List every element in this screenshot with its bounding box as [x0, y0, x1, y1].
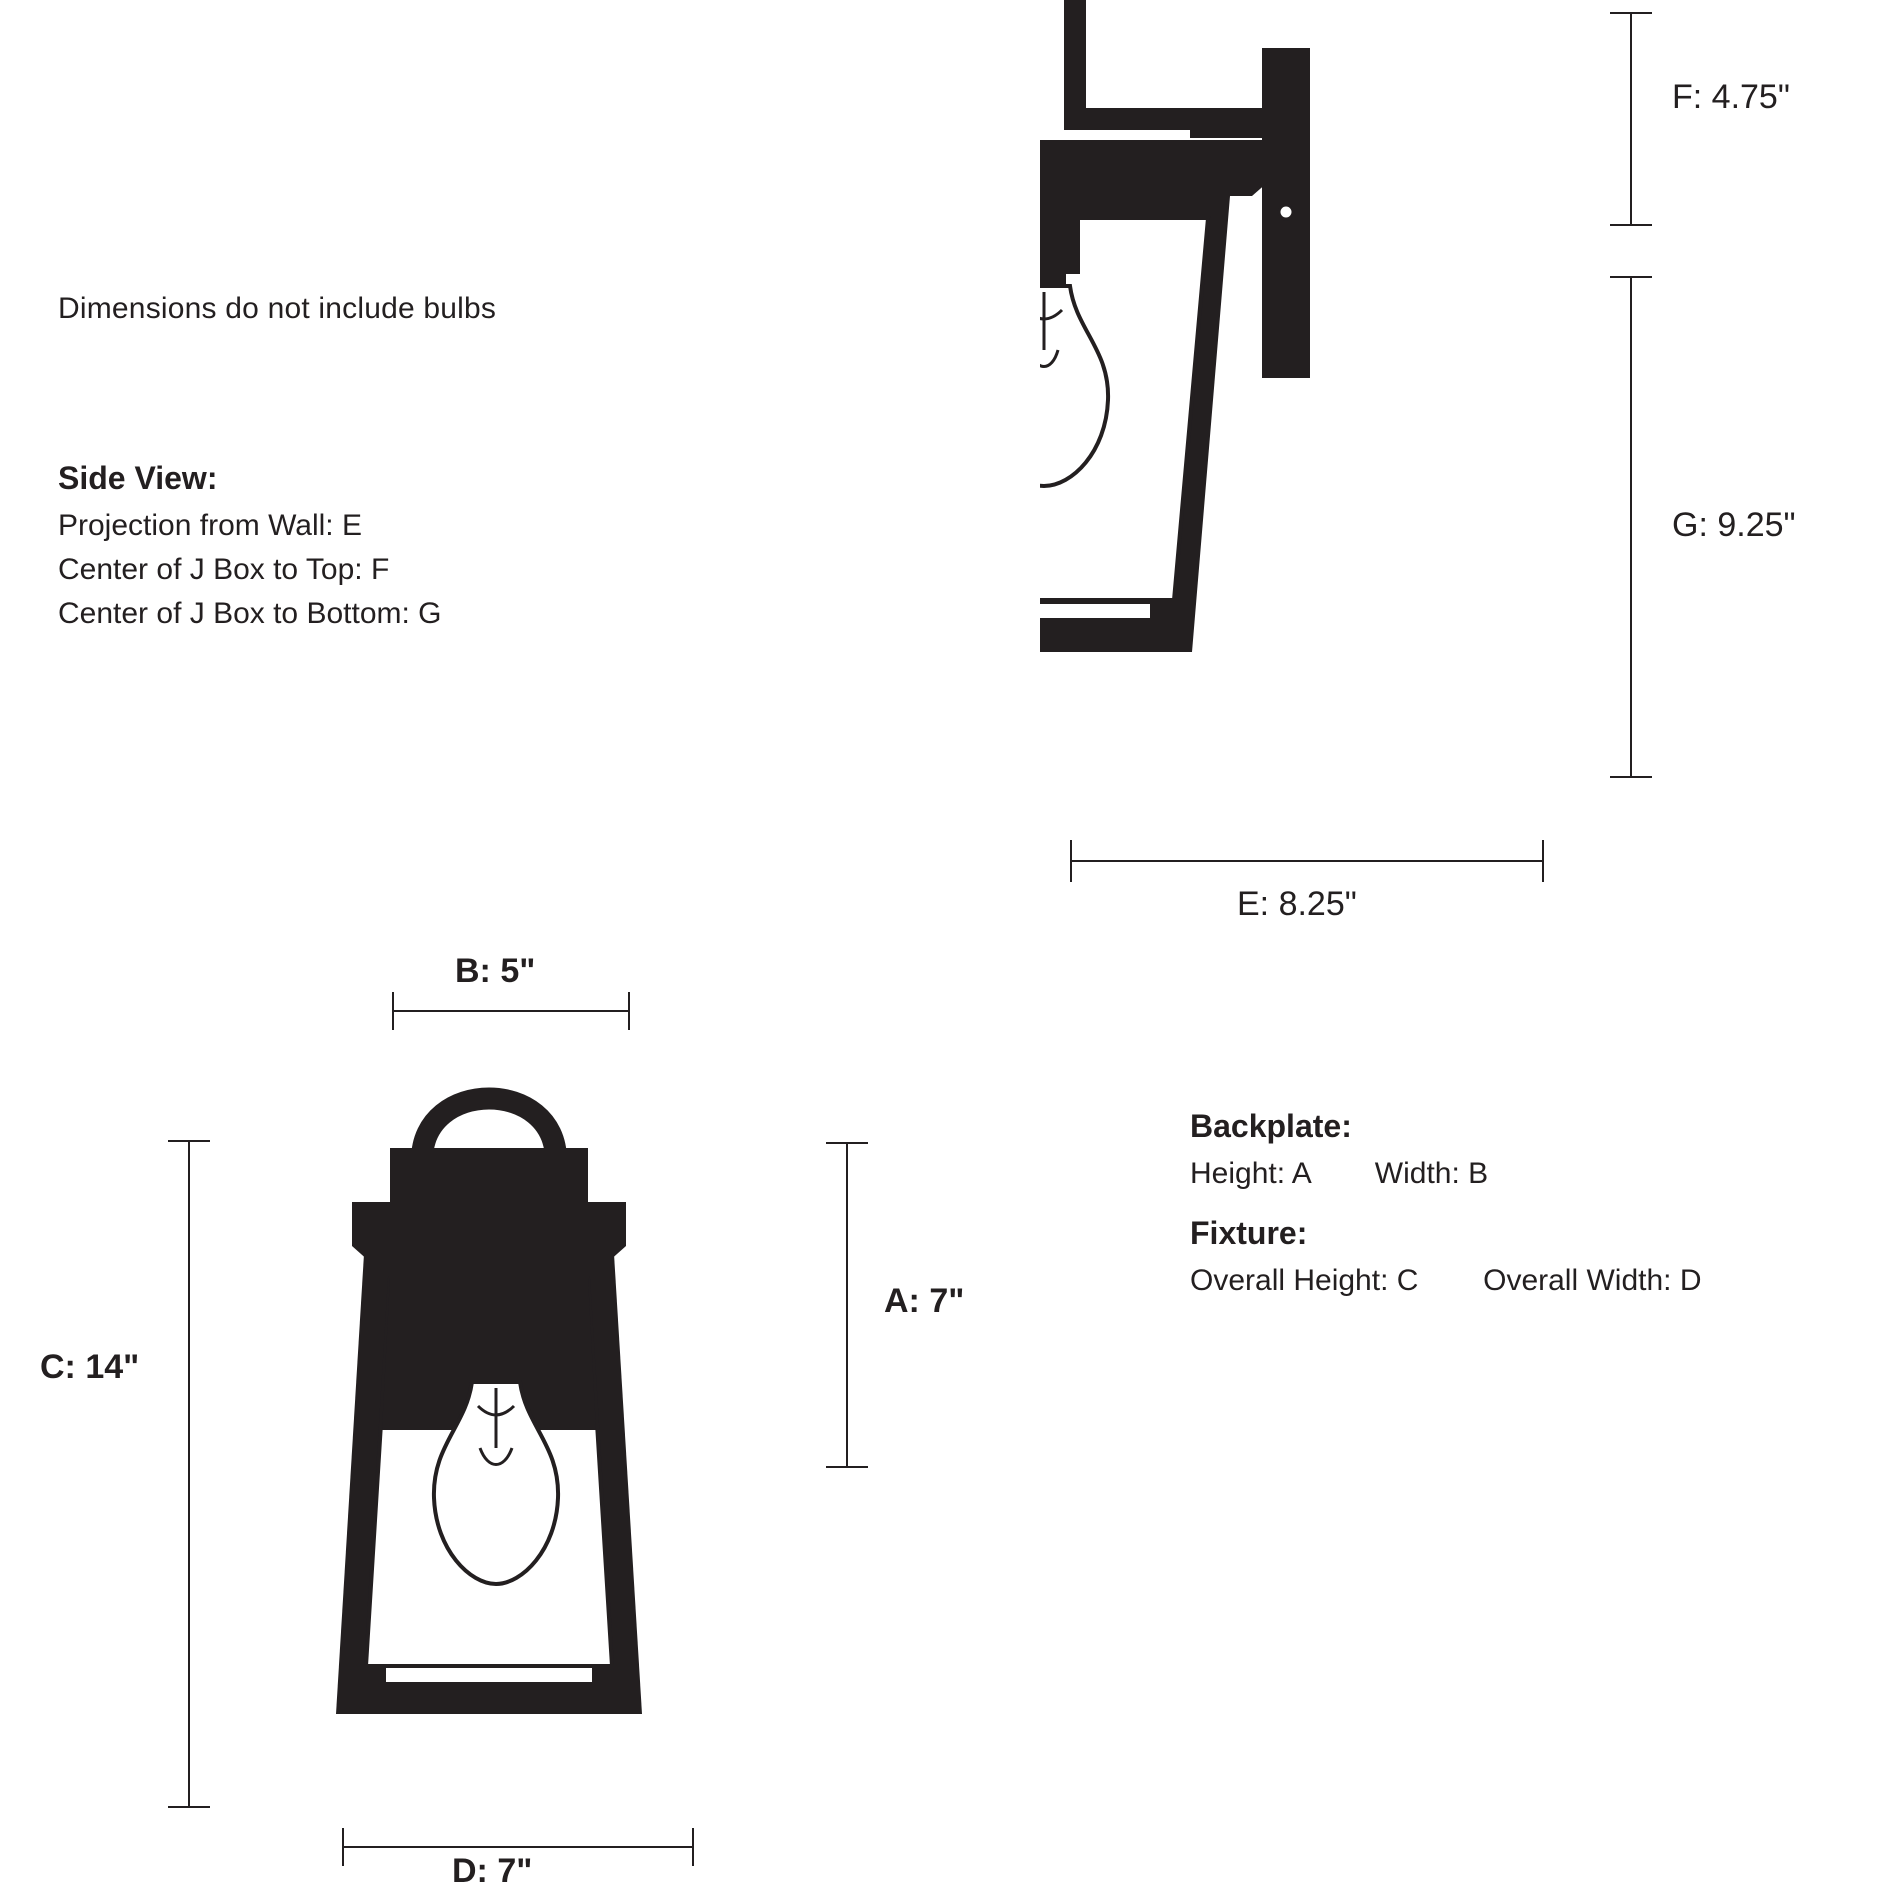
dimension-line-d — [342, 1846, 694, 1848]
fixture-height: Overall Height: C — [1190, 1264, 1419, 1297]
side-view-legend — [58, 460, 442, 641]
dimension-tick-a-bottom — [826, 1466, 868, 1468]
dimension-tick-d-right — [692, 1828, 694, 1866]
side-view-title: Side View: — [58, 460, 218, 496]
fixture-measurements — [1190, 1264, 1702, 1298]
dimension-label-d: D: 7" — [452, 1852, 533, 1890]
backplate-height: Height: A — [1190, 1157, 1311, 1190]
dimension-tick-c-top — [168, 1140, 210, 1142]
dimension-tick-f-top — [1610, 12, 1652, 14]
dimension-tick-b-right — [628, 992, 630, 1030]
dimension-label-g: G: 9.25" — [1672, 506, 1796, 544]
dimension-label-f: F: 4.75" — [1672, 78, 1790, 116]
dimension-tick-b-left — [392, 992, 394, 1030]
dimension-tick-d-left — [342, 1828, 344, 1866]
dimension-label-a: A: 7" — [884, 1282, 965, 1320]
fixture-width: Overall Width: D — [1483, 1264, 1702, 1297]
fixture-title: Fixture: — [1190, 1215, 1308, 1251]
backplate-width: Width: B — [1374, 1157, 1489, 1190]
side-view-line-bottom: Center of J Box to Bottom: G — [58, 597, 442, 630]
side-view-line-top: Center of J Box to Top: F — [58, 553, 390, 586]
dimension-tick-a-top — [826, 1142, 868, 1144]
dimension-tick-f-bottom — [1610, 224, 1652, 226]
front-view-lamp-drawing — [330, 1050, 750, 1790]
dimension-label-c: C: 14" — [40, 1348, 140, 1386]
dimension-label-e: E: 8.25" — [1237, 885, 1357, 923]
dimension-tick-g-top — [1610, 276, 1652, 278]
dimension-tick-g-bottom — [1610, 776, 1652, 778]
dimension-line-b — [392, 1010, 630, 1012]
specs-legend — [1190, 1108, 1702, 1322]
dimension-tick-e-left — [1070, 840, 1072, 882]
side-view-lamp-drawing — [1040, 0, 1600, 820]
side-view-line-projection: Projection from Wall: E — [58, 509, 362, 542]
dimension-line-g — [1630, 276, 1632, 776]
dimension-line-a — [846, 1142, 848, 1468]
dimension-line-c — [188, 1140, 190, 1808]
bulb-note: Dimensions do not include bulbs — [58, 292, 497, 325]
dimension-label-b: B: 5" — [455, 952, 536, 990]
dimension-tick-e-right — [1542, 840, 1544, 882]
dimension-tick-c-bottom — [168, 1806, 210, 1808]
backplate-title: Backplate: — [1190, 1108, 1352, 1144]
dimension-line-f — [1630, 12, 1632, 224]
backplate-measurements — [1190, 1157, 1702, 1191]
dimension-line-e — [1070, 860, 1544, 862]
